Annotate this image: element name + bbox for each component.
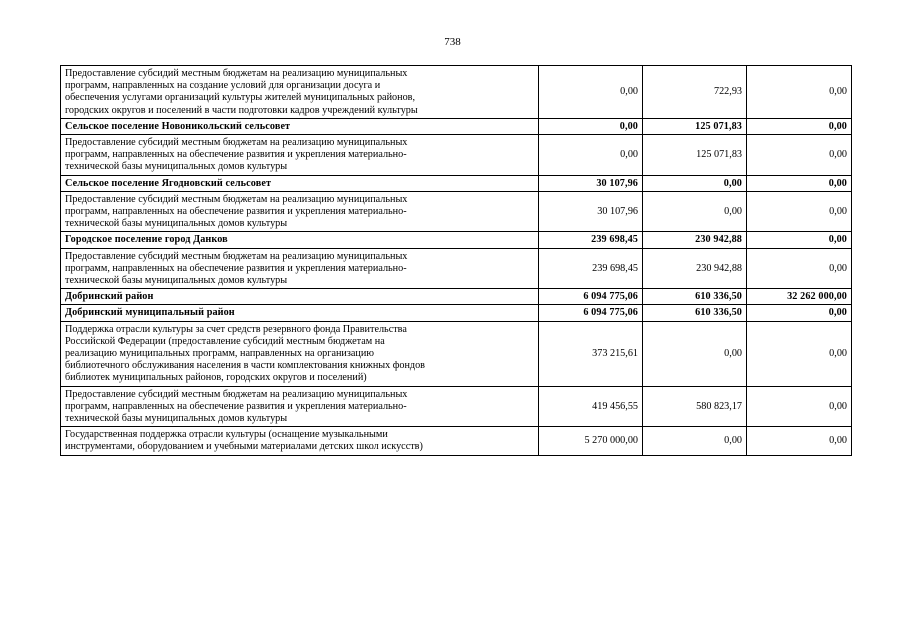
row-value-col1: 239 698,45: [539, 232, 643, 248]
row-value-col2: 0,00: [643, 191, 747, 232]
row-description: Предоставление субсидий местным бюджетам на реализацию муниципальных программ, направленных на обеспечение развития и укрепления материально- технической базы муниципальных домов культуры: [61, 191, 539, 232]
row-value-col1: 0,00: [539, 135, 643, 176]
table-row: [61, 321, 852, 386]
page-number: 738: [444, 36, 461, 48]
row-value-col2: 125 071,83: [643, 135, 747, 176]
row-description: Поддержка отрасли культуры за счет средств резервного фонда Правительства Российской Федерации (предоставление субсидий местным бюджетам на реализацию муниципальных программ, направленных на организацию библиотечного обслуживания населения в части комплектования книжных фондов библиотек муниципальных районов, городских округов и поселений): [61, 321, 539, 386]
row-value-col3: 0,00: [747, 386, 852, 427]
row-value-col2: 230 942,88: [643, 248, 747, 289]
row-description: Предоставление субсидий местным бюджетам на реализацию муниципальных программ, направленных на обеспечение развития и укрепления материально- технической базы муниципальных домов культуры: [61, 135, 539, 176]
row-value-col1: 30 107,96: [539, 191, 643, 232]
table-row: [61, 175, 852, 191]
row-description: Сельское поселение Новоникольский сельсовет: [61, 118, 539, 134]
row-value-col2: 230 942,88: [643, 232, 747, 248]
row-description: Сельское поселение Ягодновский сельсовет: [61, 175, 539, 191]
row-description: Добринский район: [61, 289, 539, 305]
row-value-col1: 0,00: [539, 118, 643, 134]
row-value-col1: 373 215,61: [539, 321, 643, 386]
row-value-col2: 0,00: [643, 175, 747, 191]
row-value-col1: 30 107,96: [539, 175, 643, 191]
row-description: Предоставление субсидий местным бюджетам на реализацию муниципальных программ, направленных на обеспечение развития и укрепления материально- технической базы муниципальных домов культуры: [61, 386, 539, 427]
row-description: Предоставление субсидий местным бюджетам на реализацию муниципальных программ, направленных на создание условий для организации досуга и обеспечения услугами организаций культуры жителей муниципальных районов, городских округов и поселений в части подготовки кадров учреждений культуры: [61, 66, 539, 119]
row-description: Добринский муниципальный район: [61, 305, 539, 321]
row-description: Городское поселение город Данков: [61, 232, 539, 248]
row-value-col3: 0,00: [747, 305, 852, 321]
table-row: [61, 386, 852, 427]
row-value-col3: 0,00: [747, 66, 852, 119]
row-value-col2: 0,00: [643, 321, 747, 386]
row-value-col1: 6 094 775,06: [539, 289, 643, 305]
row-value-col3: 0,00: [747, 191, 852, 232]
row-value-col3: 0,00: [747, 427, 852, 455]
row-value-col2: 0,00: [643, 427, 747, 455]
table-row: [61, 427, 852, 455]
table-row: [61, 118, 852, 134]
row-value-col1: 0,00: [539, 66, 643, 119]
row-value-col2: 580 823,17: [643, 386, 747, 427]
table-row: [61, 248, 852, 289]
table-row: [61, 305, 852, 321]
table-row: [61, 191, 852, 232]
row-value-col3: 0,00: [747, 135, 852, 176]
row-value-col2: 125 071,83: [643, 118, 747, 134]
row-value-col1: 419 456,55: [539, 386, 643, 427]
table-row: [61, 289, 852, 305]
table-row: [61, 232, 852, 248]
row-value-col3: 0,00: [747, 321, 852, 386]
row-value-col3: 0,00: [747, 175, 852, 191]
row-description: Государственная поддержка отрасли культуры (оснащение музыкальными инструментами, оборудованием и учебными материалами детских школ искусств): [61, 427, 539, 455]
row-value-col1: 5 270 000,00: [539, 427, 643, 455]
row-value-col1: 6 094 775,06: [539, 305, 643, 321]
budget-table: [60, 65, 852, 456]
row-value-col3: 0,00: [747, 118, 852, 134]
row-value-col2: 610 336,50: [643, 289, 747, 305]
budget-table-body: [61, 66, 852, 456]
row-value-col3: 0,00: [747, 232, 852, 248]
table-row: [61, 66, 852, 119]
row-value-col1: 239 698,45: [539, 248, 643, 289]
table-row: [61, 135, 852, 176]
row-value-col2: 722,93: [643, 66, 747, 119]
row-description: Предоставление субсидий местным бюджетам на реализацию муниципальных программ, направленных на обеспечение развития и укрепления материально- технической базы муниципальных домов культуры: [61, 248, 539, 289]
row-value-col3: 32 262 000,00: [747, 289, 852, 305]
row-value-col2: 610 336,50: [643, 305, 747, 321]
row-value-col3: 0,00: [747, 248, 852, 289]
